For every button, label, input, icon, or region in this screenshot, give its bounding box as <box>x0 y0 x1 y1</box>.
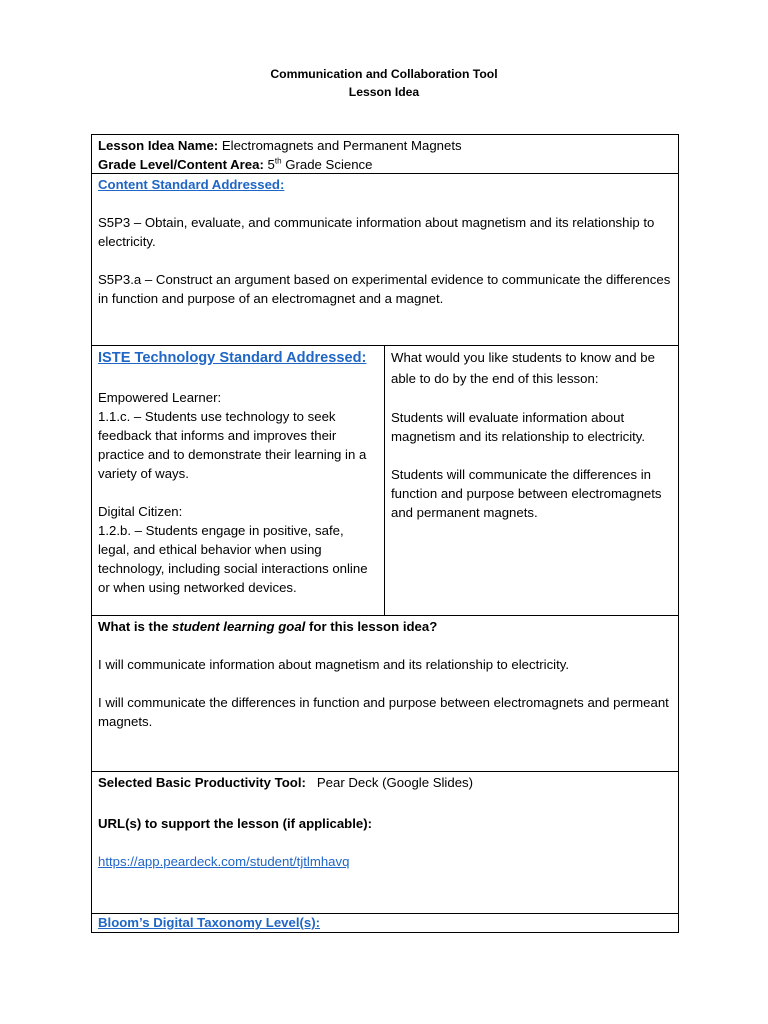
digital-citizen-text: 1.2.b. – Students engage in positive, safe, legal, and ethical behavior when using technology, including social interactions online or when using networked devices. <box>98 523 368 595</box>
grade-level-line <box>98 155 672 174</box>
iste-cell <box>92 346 385 615</box>
standard-s5p3a: S5P3.a – Construct an argument based on experimental evidence to communicate the differences in function and purpose of an electromagnet and a magnet. <box>98 272 671 306</box>
grade-superscript: th <box>274 156 282 166</box>
lesson-url-link[interactable]: https://app.peardeck.com/student/tjtlmhavq <box>98 854 350 869</box>
lesson-name-line <box>98 136 672 155</box>
lesson-name-label: Lesson Idea Name: <box>98 138 219 153</box>
url-label: URL(s) to support the lesson (if applicable): <box>98 816 373 831</box>
goal-heading-post: for this lesson idea? <box>305 619 438 634</box>
content-standard-row <box>92 174 678 346</box>
outcomes-heading: What would you like students to know and be able to do by the end of this lesson: <box>391 350 655 386</box>
grade-number: 5 <box>267 157 275 172</box>
tool-value: Pear Deck (Google Slides) <box>316 775 474 790</box>
goal-heading-emphasis: student learning goal <box>172 619 306 634</box>
digital-citizen-title: Digital Citizen: <box>98 504 183 519</box>
document-title: Communication and Collaboration Tool <box>270 67 498 81</box>
lesson-name-value: Electromagnets and Permanent Magnets <box>221 138 462 153</box>
standards-row <box>92 346 678 616</box>
grade-level-value: Grade Science <box>285 157 373 172</box>
outcomes-cell <box>385 346 678 615</box>
lesson-info-row <box>92 135 678 174</box>
content-standard-heading[interactable]: Content Standard Addressed: <box>98 177 285 192</box>
iste-heading[interactable]: ISTE Technology Standard Addressed: <box>98 350 367 366</box>
lesson-table <box>91 134 679 933</box>
goal-item-2: I will communicate the differences in function and purpose between electromagnets and permeant magnets. <box>98 695 669 729</box>
grade-level-label: Grade Level/Content Area: <box>98 157 264 172</box>
blooms-heading[interactable]: Bloom’s Digital Taxonomy Level(s): <box>98 915 321 930</box>
learning-goal-heading <box>98 617 672 636</box>
standard-s5p3: S5P3 – Obtain, evaluate, and communicate information about magnetism and its relationship to electricity. <box>98 215 655 249</box>
goal-item-1: I will communicate information about magnetism and its relationship to electricity. <box>98 657 570 672</box>
outcome-item-2: Students will communicate the differences in function and purpose between electromagnets and permanent magnets. <box>391 467 662 520</box>
tool-line <box>98 773 672 792</box>
goal-heading-pre: What is the <box>98 619 172 634</box>
blooms-row <box>92 914 678 932</box>
tool-label: Selected Basic Productivity Tool: <box>98 775 306 790</box>
empowered-learner-text: 1.1.c. – Students use technology to seek feedback that informs and improves their practice and to demonstrate their learning in a variety of ways. <box>98 409 367 481</box>
outcome-item-1: Students will evaluate information about magnetism and its relationship to electricity. <box>391 410 646 444</box>
empowered-learner-title: Empowered Learner: <box>98 390 222 405</box>
productivity-tool-row <box>92 772 678 914</box>
document-subtitle: Lesson Idea <box>348 85 420 99</box>
learning-goal-row <box>92 616 678 772</box>
document-header <box>0 65 768 101</box>
